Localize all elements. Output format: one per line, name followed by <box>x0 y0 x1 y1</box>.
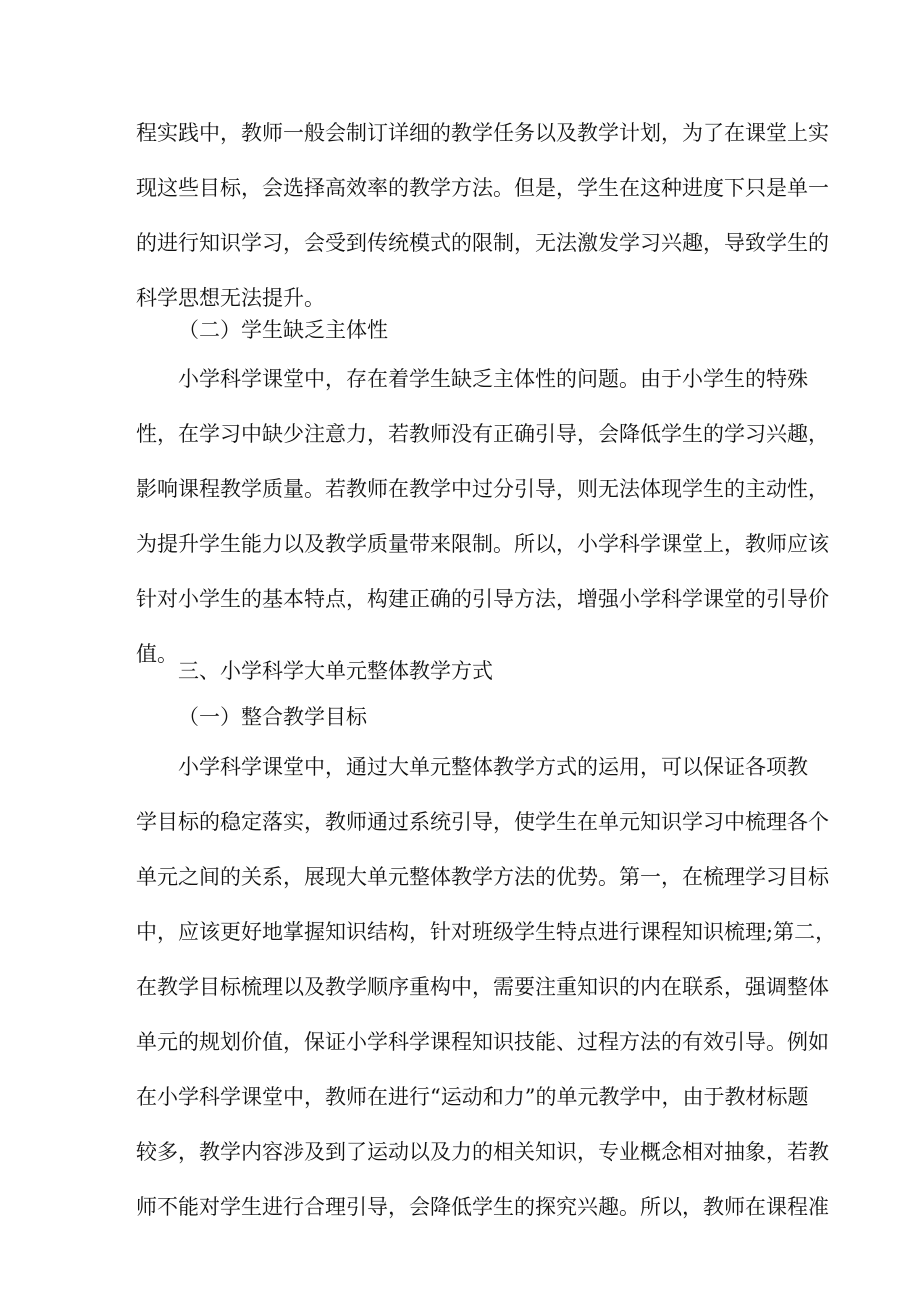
text-line: 单元之间的关系，展现大单元整体教学方法的优势。第一，在梳理学习目标 <box>136 865 829 889</box>
section-heading: （一）整合教学目标 <box>178 705 367 729</box>
text-line: 师不能对学生进行合理引导，会降低学生的探究兴趣。所以，教师在课程准 <box>136 1195 829 1219</box>
text-line: 性，在学习中缺少注意力，若教师没有正确引导，会降低学生的学习兴趣， <box>136 422 829 446</box>
text-line: 影响课程教学质量。若教师在教学中过分引导，则无法体现学生的主动性， <box>136 477 829 501</box>
text-line: 现这些目标，会选择高效率的教学方法。但是，学生在这种进度下只是单一 <box>136 176 829 200</box>
text-line: 较多，教学内容涉及到了运动以及力的相关知识，专业概念相对抽象，若教 <box>136 1140 829 1164</box>
chapter-heading: 三、小学科学大单元整体教学方式 <box>178 659 493 683</box>
text-line: 学目标的稳定落实，教师通过系统引导，使学生在单元知识学习中梳理各个 <box>136 810 829 834</box>
text-line: 小学科学课堂中，存在着学生缺乏主体性的问题。由于小学生的特殊 <box>178 367 808 391</box>
paragraph-1 <box>136 118 829 338</box>
text-line: 科学思想无法提升。 <box>136 286 325 310</box>
text-line: 在教学目标梳理以及教学顺序重构中，需要注重知识的内在联系，强调整体 <box>136 975 829 999</box>
text-line: 为提升学生能力以及教学质量带来限制。所以，小学科学课堂上，教师应该 <box>136 532 829 556</box>
text-line: 的进行知识学习，会受到传统模式的限制，无法激发学习兴趣，导致学生的 <box>136 231 829 255</box>
text-line: 单元的规划价值，保证小学科学课程知识技能、过程方法的有效引导。例如 <box>136 1030 829 1054</box>
text-line: 针对小学生的基本特点，构建正确的引导方法，增强小学科学课堂的引导价 <box>136 587 829 611</box>
text-line: 小学科学课堂中，通过大单元整体教学方式的运用，可以保证各项教 <box>178 755 808 779</box>
section-heading: （二）学生缺乏主体性 <box>178 318 388 342</box>
text-line: 中，应该更好地掌握知识结构，针对班级学生特点进行课程知识梳理;第二， <box>136 920 837 944</box>
paragraph-2 <box>136 364 829 694</box>
text-line: 在小学科学课堂中，教师在进行“运动和力”的单元教学中，由于教材标题 <box>136 1085 809 1109</box>
text-line: 程实践中，教师一般会制订详细的教学任务以及教学计划，为了在课堂上实 <box>136 121 829 145</box>
paragraph-3 <box>136 752 837 1247</box>
text-line: 值。 <box>136 642 178 666</box>
